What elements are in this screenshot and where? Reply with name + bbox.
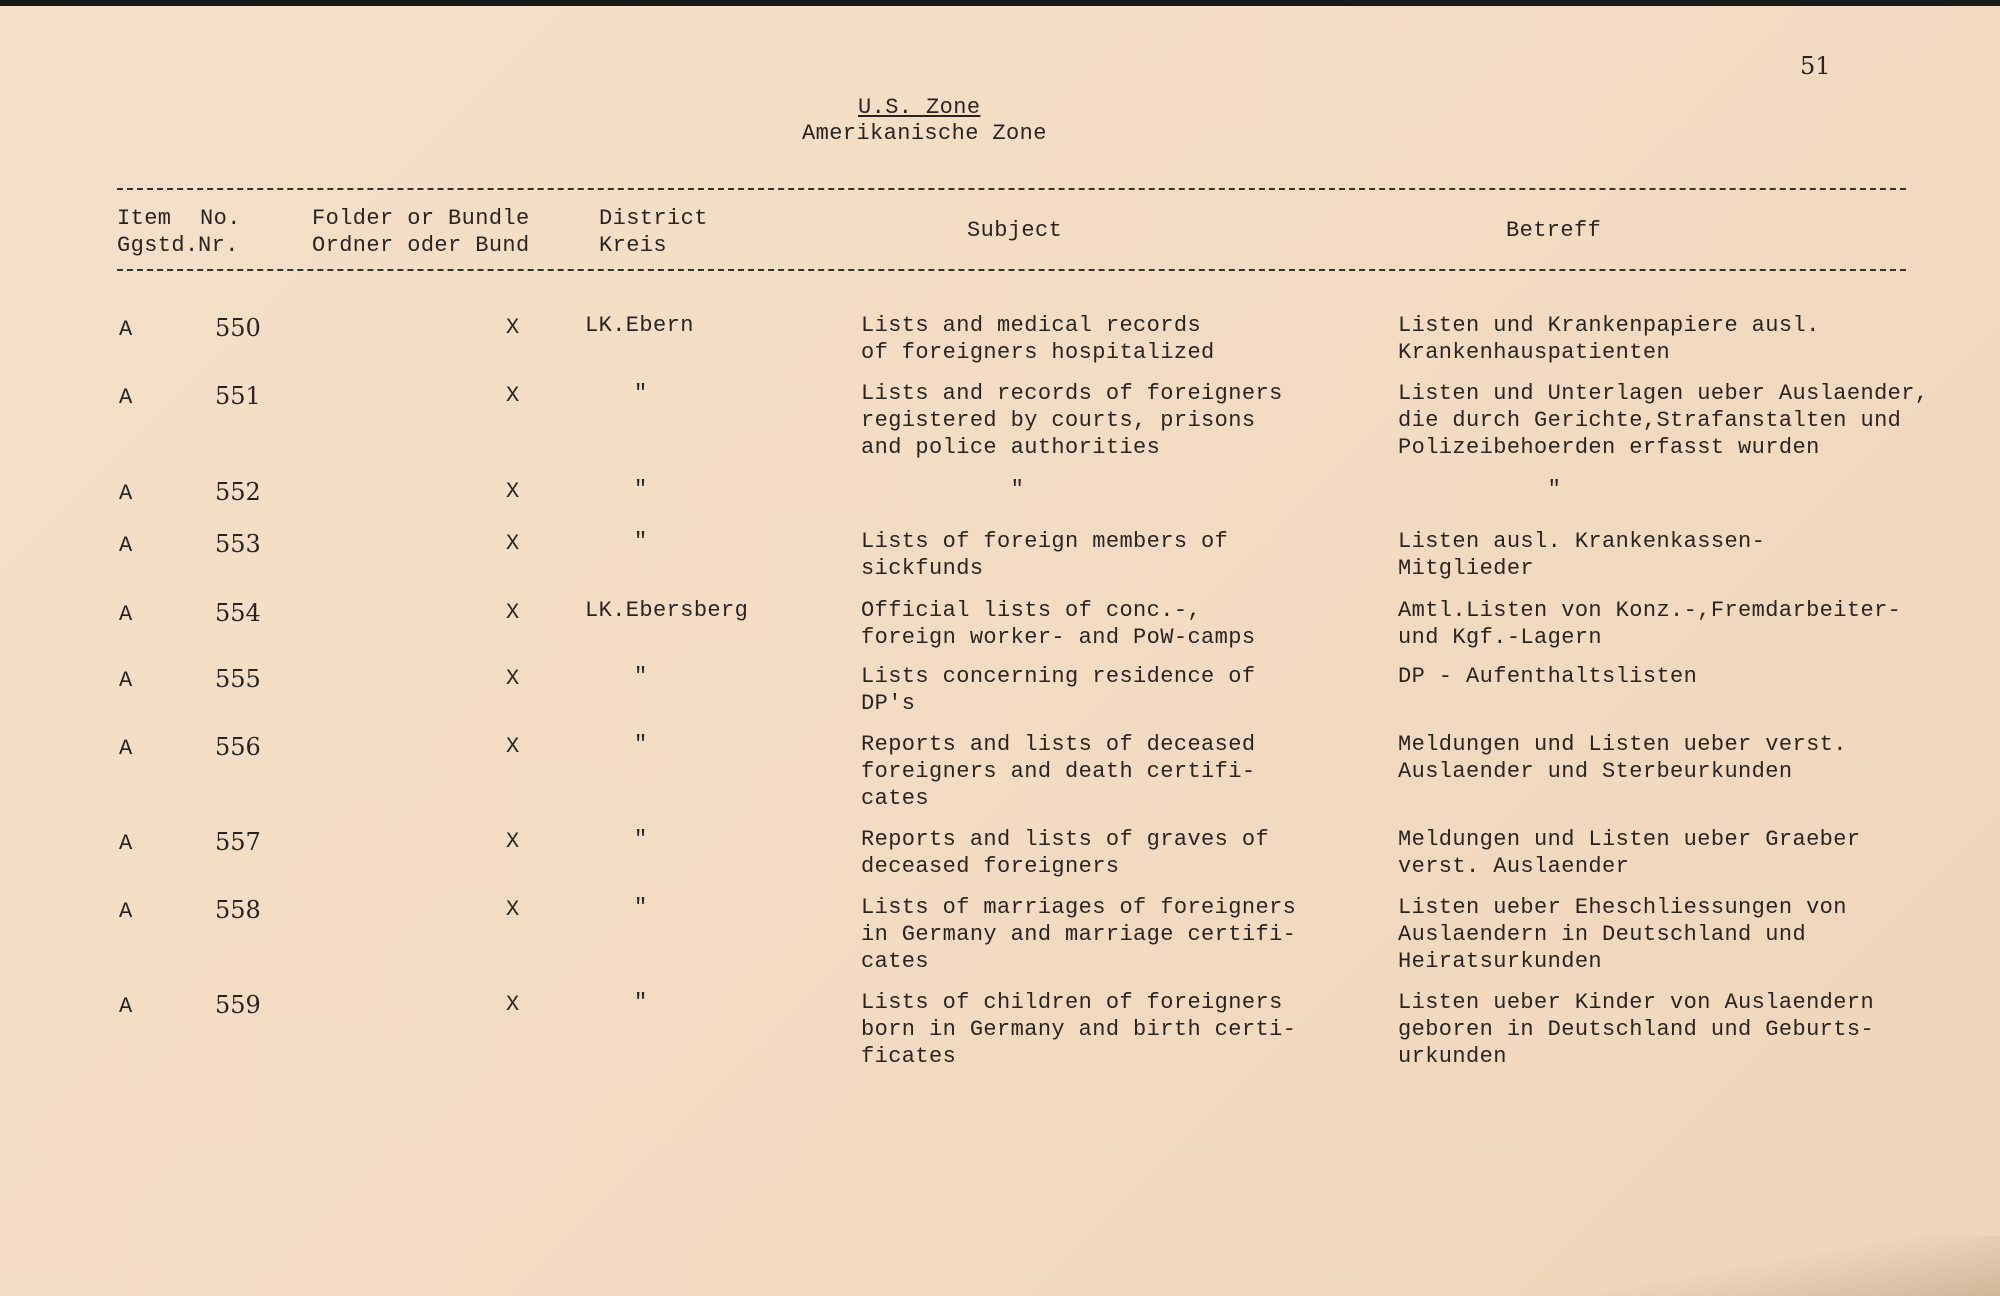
col-item-de: Ggstd.	[117, 233, 199, 258]
cell-district: "	[634, 990, 648, 1015]
cell-folder: X	[506, 992, 520, 1017]
cell-subject: Lists of children of foreigners born in Germany and birth certi- ficates	[861, 990, 1297, 1069]
scan-top-border	[0, 0, 2000, 6]
col-district-en: District	[599, 206, 708, 231]
cell-folder: X	[506, 383, 520, 408]
cell-no: 557	[215, 828, 261, 856]
cell-betreff: "	[1398, 477, 1562, 502]
cell-folder: X	[506, 666, 520, 691]
cell-item: A	[119, 668, 133, 693]
cell-subject: Lists of marriages of foreigners in Germany and marriage certifi- cates	[861, 895, 1297, 974]
cell-betreff: Listen ausl. Krankenkassen- Mitglieder	[1398, 529, 1766, 581]
cell-item: A	[119, 602, 133, 627]
cell-no: 556	[215, 733, 261, 761]
cell-item: A	[119, 385, 133, 410]
cell-betreff: Listen ueber Kinder von Auslaendern geboren in Deutschland und Geburts- urkunden	[1398, 990, 1875, 1069]
col-folder-de: Ordner oder Bund	[312, 233, 530, 258]
cell-betreff: Listen ueber Eheschliessungen von Auslaendern in Deutschland und Heiratsurkunden	[1398, 895, 1847, 974]
cell-district: "	[634, 732, 648, 757]
cell-subject: Reports and lists of graves of deceased foreigners	[861, 827, 1270, 879]
cell-folder: X	[506, 600, 520, 625]
cell-subject: Reports and lists of deceased foreigners and death certifi- cates	[861, 732, 1256, 811]
cell-item: A	[119, 831, 133, 856]
col-no-en: No.	[200, 206, 241, 231]
col-subject: Subject	[967, 218, 1063, 243]
cell-item: A	[119, 899, 133, 924]
cell-subject: Lists and medical records of foreigners hospitalized	[861, 313, 1215, 365]
cell-district: "	[634, 895, 648, 920]
col-folder-en: Folder or Bundle	[312, 206, 530, 231]
cell-district: LK.Ebersberg	[585, 598, 749, 623]
cell-no: 554	[215, 599, 261, 627]
col-no-de: Nr.	[198, 233, 239, 258]
cell-subject: Lists and records of foreigners registered by courts, prisons and police authorities	[861, 381, 1283, 460]
cell-no: 558	[215, 896, 261, 924]
cell-betreff: Listen und Unterlagen ueber Auslaender, die durch Gerichte,Strafanstalten und Polizeibehoerden erfasst wurden	[1398, 381, 1929, 460]
cell-no: 555	[215, 665, 261, 693]
cell-betreff: DP - Aufenthaltslisten	[1398, 664, 1698, 689]
cell-no: 552	[215, 478, 261, 506]
cell-subject: Lists concerning residence of DP's	[861, 664, 1256, 716]
cell-folder: X	[506, 531, 520, 556]
cell-subject: Official lists of conc.-, foreign worker- and PoW-camps	[861, 598, 1256, 650]
header-bottom-rule	[117, 269, 1906, 271]
cell-subject: Lists of foreign members of sickfunds	[861, 529, 1229, 581]
cell-item: A	[119, 736, 133, 761]
cell-district: "	[634, 529, 648, 554]
cell-subject: "	[861, 477, 1025, 502]
cell-folder: X	[506, 897, 520, 922]
cell-item: A	[119, 481, 133, 506]
col-betreff: Betreff	[1506, 218, 1602, 243]
page-shadow	[1600, 1236, 2000, 1296]
page-number: 51	[1800, 52, 1831, 80]
cell-no: 550	[215, 314, 261, 342]
cell-folder: X	[506, 479, 520, 504]
col-item-en: Item	[117, 206, 172, 231]
cell-district: "	[634, 664, 648, 689]
zone-subtitle: Amerikanische Zone	[802, 121, 1047, 146]
cell-item: A	[119, 533, 133, 558]
zone-title: U.S. Zone	[858, 95, 981, 120]
cell-betreff: Amtl.Listen von Konz.-,Fremdarbeiter- und Kgf.-Lagern	[1398, 598, 1902, 650]
cell-folder: X	[506, 829, 520, 854]
cell-betreff: Meldungen und Listen ueber Graeber verst. Auslaender	[1398, 827, 1861, 879]
cell-folder: X	[506, 734, 520, 759]
cell-folder: X	[506, 315, 520, 340]
header-top-rule	[117, 188, 1906, 190]
cell-betreff: Meldungen und Listen ueber verst. Auslaender und Sterbeurkunden	[1398, 732, 1847, 784]
cell-district: "	[634, 477, 648, 502]
cell-no: 551	[215, 382, 261, 410]
cell-item: A	[119, 317, 133, 342]
cell-no: 559	[215, 991, 261, 1019]
cell-item: A	[119, 994, 133, 1019]
cell-district: "	[634, 381, 648, 406]
cell-betreff: Listen und Krankenpapiere ausl. Krankenhauspatienten	[1398, 313, 1820, 365]
cell-district: LK.Ebern	[585, 313, 694, 338]
col-district-de: Kreis	[599, 233, 668, 258]
cell-district: "	[634, 827, 648, 852]
cell-no: 553	[215, 530, 261, 558]
